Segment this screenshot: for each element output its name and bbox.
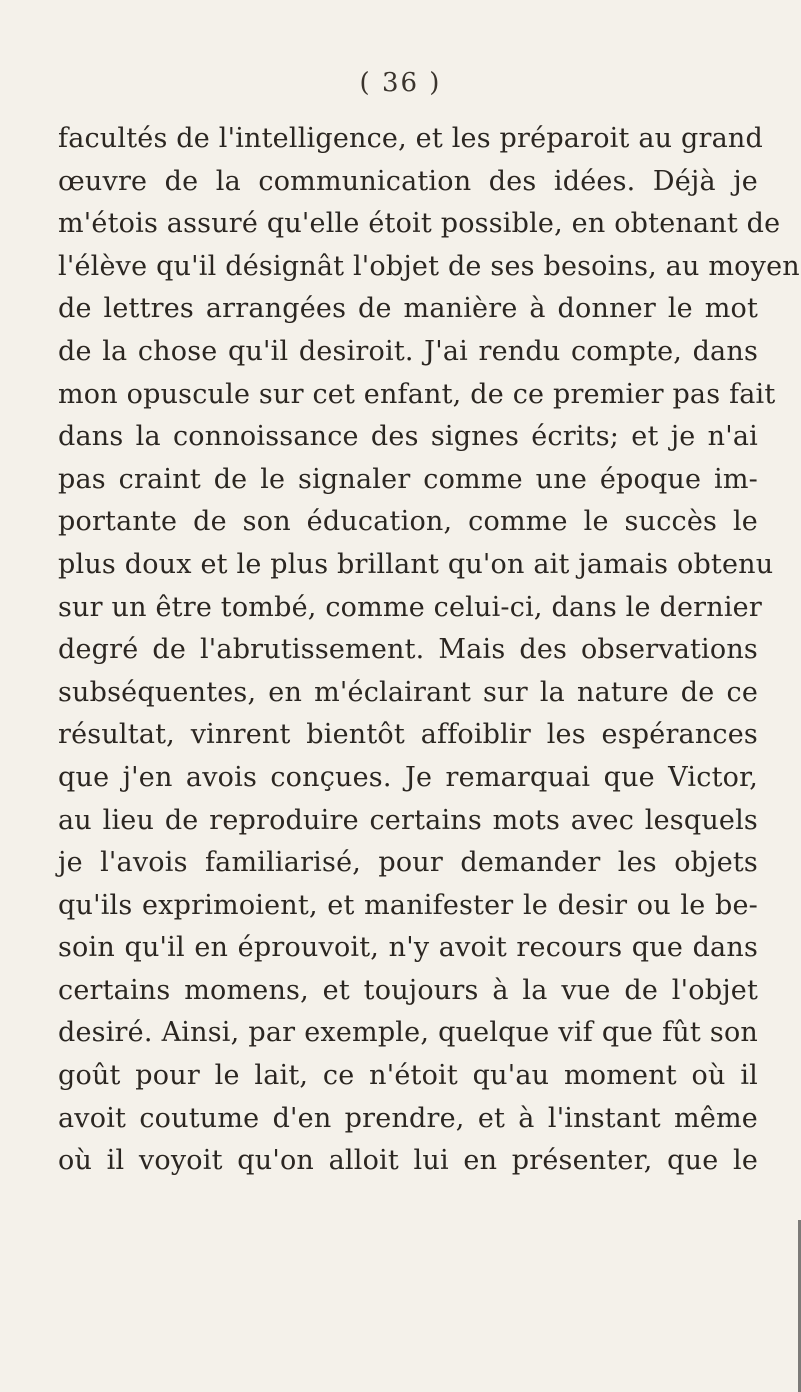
text-line: avoit coutume d'en prendre, et à l'instant même [58, 1102, 758, 1134]
text-line: je l'avois familiarisé, pour demander les objets [58, 847, 758, 879]
text-line: pas craint de le signaler comme une époque im- [58, 463, 758, 495]
text-line: que j'en avois conçues. Je remarquai que Victor, [58, 761, 758, 793]
text-line: facultés de l'intelligence, et les préparoit au grand [58, 123, 763, 154]
text-line: m'étois assuré qu'elle étoit possible, en obtenant de [58, 208, 781, 240]
text-line: où il voyoit qu'on alloit lui en présenter, que le [58, 1145, 758, 1177]
text-line: dans la connoissance des signes écrits; et je n'ai [58, 421, 758, 453]
text-line: de lettres arrangées de manière à donner le mot [58, 293, 758, 325]
text-line: œuvre de la communication des idées. Déjà je [58, 165, 758, 197]
text-line: goût pour le lait, ce n'étoit qu'au moment où il [58, 1060, 758, 1092]
text-line: résultat, vinrent bientôt affoiblir les espérances [58, 719, 758, 751]
text-line: au lieu de reproduire certains mots avec lesquels [58, 804, 758, 836]
text-line: qu'ils exprimoient, et manifester le desir ou le be- [58, 889, 758, 921]
text-line: de la chose qu'il desiroit. J'ai rendu compte, dans [58, 335, 758, 367]
text-line: mon opuscule sur cet enfant, de ce premier pas fait [58, 378, 776, 410]
page-number: ( 36 ) [359, 68, 442, 98]
body-text [58, 118, 800, 1183]
text-line: certains momens, et toujours à la vue de l'objet [58, 974, 758, 1006]
text-line: soin qu'il en éprouvoit, n'y avoit recours que dans [58, 932, 758, 964]
text-line: subséquentes, en m'éclairant sur la nature de ce [58, 676, 758, 708]
text-line: desiré. Ainsi, par exemple, quelque vif que fût son [58, 1017, 758, 1049]
text-line: portante de son éducation, comme le succès le [58, 506, 758, 538]
text-line: l'élève qu'il désignât l'objet de ses besoins, au moyen [58, 250, 800, 282]
text-line: degré de l'abrutissement. Mais des observations [58, 634, 758, 666]
text-line: plus doux et le plus brillant qu'on ait jamais obtenu [58, 548, 774, 580]
text-line: sur un être tombé, comme celui-ci, dans le dernier [58, 591, 762, 623]
